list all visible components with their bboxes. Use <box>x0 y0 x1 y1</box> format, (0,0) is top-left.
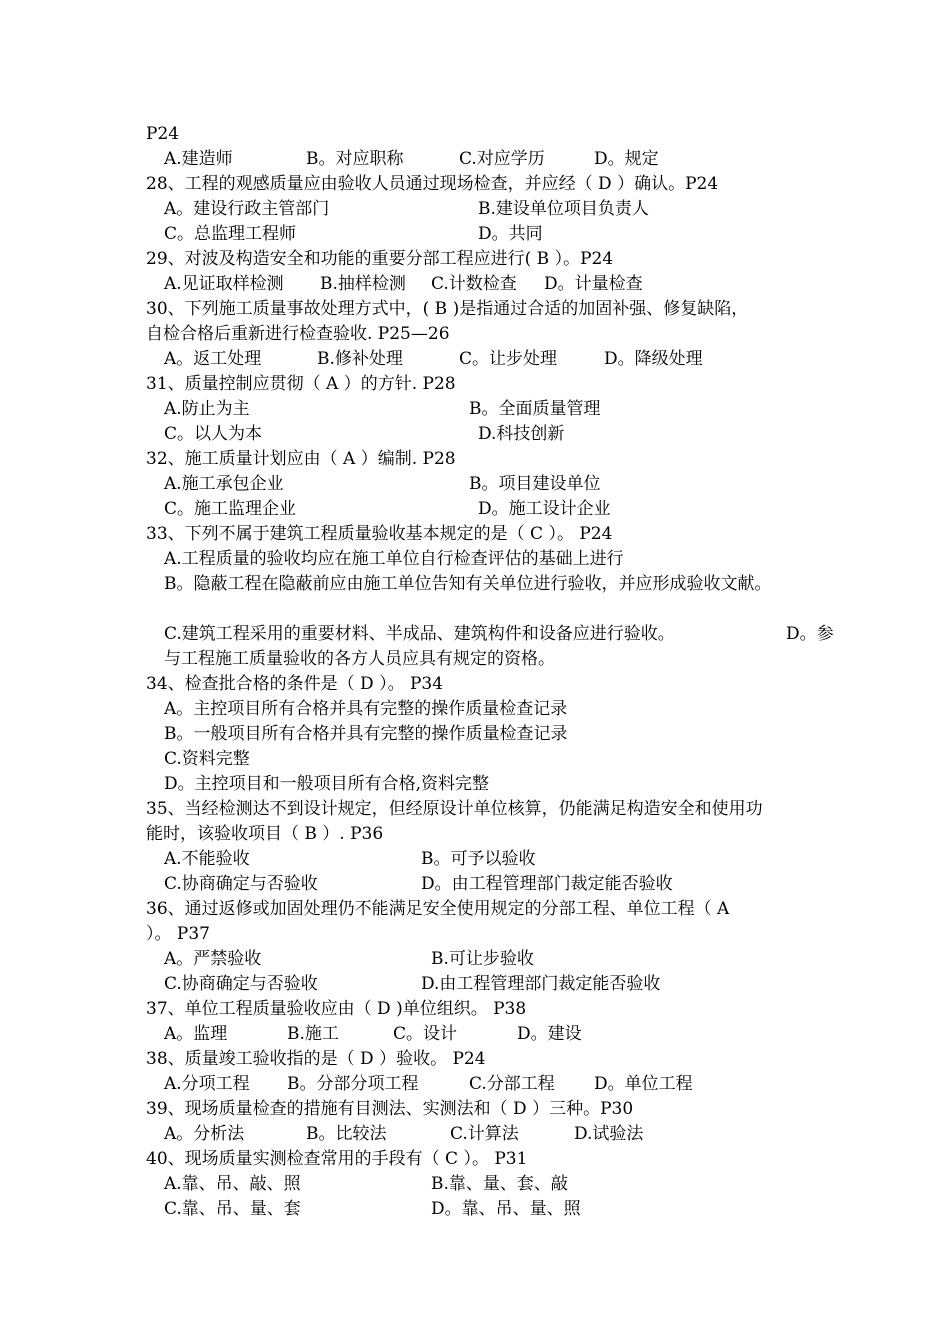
option-a: A。主控项目所有合格并具有完整的操作质量检查记录 <box>164 699 568 719</box>
question-30: 30、下列施工质量事故处理方式中，( B )是指通过合适的加固补强、修复缺陷， <box>146 299 749 319</box>
option-d: D。共同 <box>478 224 543 244</box>
option-c: C.建筑工程采用的重要材料、半成品、建筑构件和设备应进行验收。 <box>164 624 675 644</box>
question-38: 38、质量竣工验收指的是（ D ）验收。 P24 <box>146 1049 486 1069</box>
option-c: C.靠、吊、量、套 <box>164 1199 301 1219</box>
option-a: A。分析法 <box>164 1124 245 1144</box>
option-b: B。项目建设单位 <box>469 474 601 494</box>
question-36: 36、通过返修或加固处理仍不能满足安全使用规定的分部工程、单位工程（ A <box>146 899 730 919</box>
option-b: B。一般项目所有合格并具有完整的操作质量检查记录 <box>164 724 568 744</box>
option-d: D.由工程管理部门裁定能否验收 <box>421 974 661 994</box>
option-c: C。以人为本 <box>164 424 263 444</box>
option-c: C。设计 <box>393 1024 458 1044</box>
option-b: B。可予以验收 <box>421 849 536 869</box>
option-b: B。隐蔽工程在隐蔽前应由施工单位告知有关单位进行验收，并应形成验收文献。 <box>164 574 772 594</box>
question-33: 33、下列不属于建筑工程质量验收基本规定的是（ C ）。 P24 <box>146 524 613 544</box>
option-d: D。建设 <box>517 1024 582 1044</box>
page-ref: P24 <box>146 124 180 144</box>
option-a: A.见证取样检测 <box>164 274 284 294</box>
option-c: C.对应学历 <box>459 149 545 169</box>
option-a: A。监理 <box>164 1024 228 1044</box>
option-a: A.工程质量的验收均应在施工单位自行检查评估的基础上进行 <box>164 549 624 569</box>
option-c: C.协商确定与否验收 <box>164 974 318 994</box>
option-d: D。降级处理 <box>604 349 703 369</box>
option-d: D。参 <box>786 624 834 644</box>
option-b: B。分部分项工程 <box>287 1074 419 1094</box>
option-b: B。对应职称 <box>306 149 404 169</box>
option-d: D。单位工程 <box>594 1074 693 1094</box>
option-d: D。规定 <box>594 149 659 169</box>
option-b: B.可让步验收 <box>431 949 534 969</box>
option-d: D.科技创新 <box>478 424 565 444</box>
question-37: 37、单位工程质量验收应由（ D )单位组织。 P38 <box>146 999 527 1019</box>
question-31: 31、质量控制应贯彻（ A ）的方针. P28 <box>146 374 456 394</box>
option-d: D。施工设计企业 <box>478 499 611 519</box>
option-b: B。比较法 <box>306 1124 387 1144</box>
option-c: C.协商确定与否验收 <box>164 874 318 894</box>
question-29: 29、对波及构造安全和功能的重要分部工程应进行( B ）。P24 <box>146 249 614 269</box>
question-36-cont: ）。 P37 <box>146 924 210 944</box>
option-a: A.建造师 <box>164 149 233 169</box>
option-c: C.计数检查 <box>431 274 517 294</box>
option-b: B.施工 <box>287 1024 339 1044</box>
option-b: B。全面质量管理 <box>469 399 601 419</box>
option-c: C。施工监理企业 <box>164 499 297 519</box>
option-b: B.抽样检测 <box>320 274 406 294</box>
question-28: 28、工程的观感质量应由验收人员通过现场检查，并应经（ D ）确认。P24 <box>146 174 719 194</box>
option-c: C.资料完整 <box>164 749 250 769</box>
question-32: 32、施工质量计划应由（ A ）编制. P28 <box>146 449 456 469</box>
option-d: D.试验法 <box>574 1124 644 1144</box>
option-b: B.靠、量、套、敲 <box>431 1174 568 1194</box>
question-34: 34、检查批合格的条件是（ D ）。 P34 <box>146 674 444 694</box>
question-35-cont: 能时，该验收项目（ B ）. P36 <box>146 824 384 844</box>
option-a: A.施工承包企业 <box>164 474 284 494</box>
option-c: C。让步处理 <box>459 349 558 369</box>
question-39: 39、现场质量检查的措施有目测法、实测法和（ D ）三种。P30 <box>146 1099 634 1119</box>
option-d: D。计量检查 <box>544 274 643 294</box>
option-b: B.建设单位项目负责人 <box>478 199 649 219</box>
option-a: A.靠、吊、敲、照 <box>164 1174 301 1194</box>
question-40: 40、现场质量实测检查常用的手段有（ C ）。 P31 <box>146 1149 528 1169</box>
option-a: A.防止为主 <box>164 399 250 419</box>
option-a: A。建设行政主管部门 <box>164 199 330 219</box>
option-c: C。总监理工程师 <box>164 224 297 244</box>
option-d-cont: 与工程施工质量验收的各方人员应具有规定的资格。 <box>164 649 555 669</box>
option-a: A.不能验收 <box>164 849 250 869</box>
option-c: C.计算法 <box>450 1124 519 1144</box>
option-d: D。由工程管理部门裁定能否验收 <box>421 874 673 894</box>
option-d: D。主控项目和一般项目所有合格,资料完整 <box>164 774 490 794</box>
option-a: A。返工处理 <box>164 349 262 369</box>
question-35: 35、当经检测达不到设计规定，但经原设计单位核算，仍能满足构造安全和使用功 <box>146 799 763 819</box>
option-a: A。严禁验收 <box>164 949 262 969</box>
option-c: C.分部工程 <box>469 1074 555 1094</box>
option-d: D。靠、吊、量、照 <box>431 1199 581 1219</box>
question-30-cont: 自检合格后重新进行检查验收. P25—26 <box>146 324 450 344</box>
option-a: A.分项工程 <box>164 1074 250 1094</box>
option-b: B.修补处理 <box>317 349 403 369</box>
